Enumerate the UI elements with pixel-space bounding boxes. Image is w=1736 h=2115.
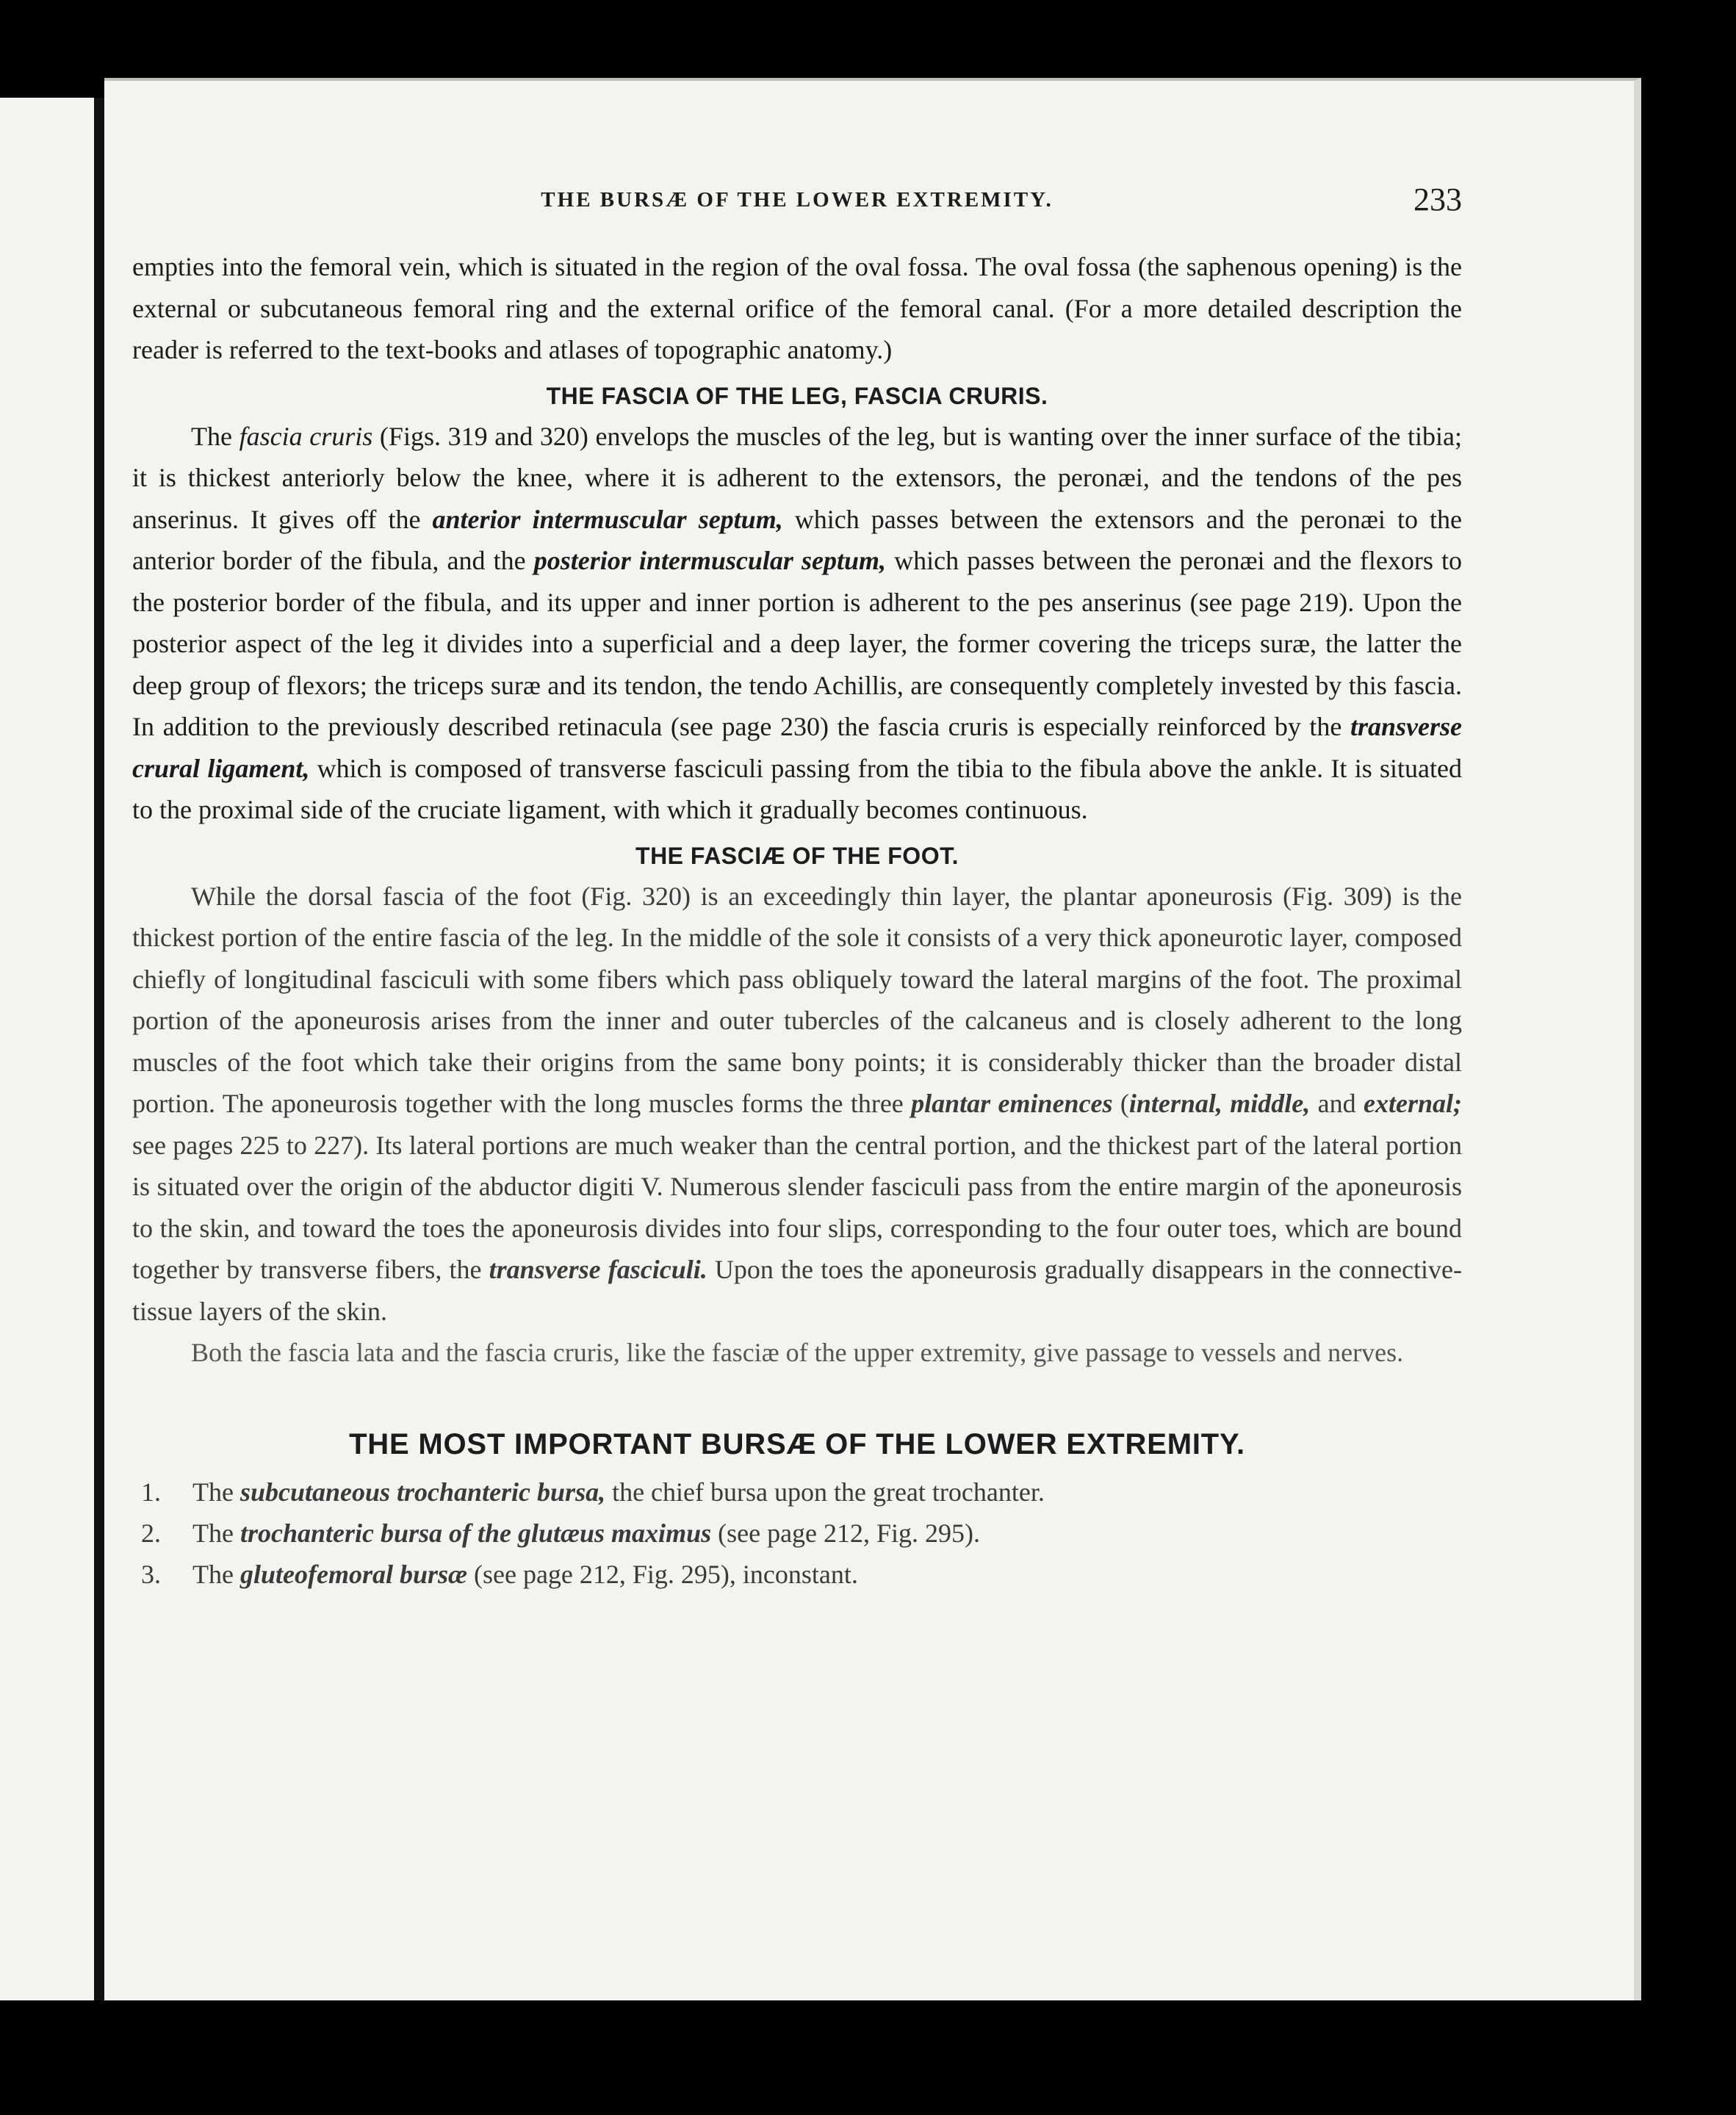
text-run: The [192,1477,240,1507]
text-run: The [191,421,239,451]
intro-paragraph: empties into the femoral vein, which is situated in the region of the oval fossa. The oval fossa (the saphenous opening) is the external or subcutaneous femoral ring and the external orifice of the femoral canal. (For a more detailed description the reader is referred to the text-books and atlases of topographic anatomy.) [132,252,1462,364]
text-run: (see page 212, Fig. 295). [711,1518,981,1548]
text-run: ( [1112,1089,1129,1118]
foot-paragraph-2: Both the fascia lata and the fascia cruris, like the fasciæ of the upper extremity, give passage to vessels and nerves. [191,1338,1404,1367]
page-body [132,246,1462,1595]
term-bursa: gluteofemoral bursæ [239,1559,467,1589]
text-run: While the dorsal fascia of the foot (Fig. 320) is an exceedingly thin layer, the plantar aponeurosis (Fig. 309) is the thickest portion of the entire fascia of the leg. In the middle of the sole it consists of a very thick aponeurotic layer, composed chiefly of longitudinal fasciculi with some fibers which pass obliquely toward the lateral margins of the foot. The proximal portion of the aponeurosis arises from the inner and outer tubercles of the calcaneus and is closely adherent to the long muscles of the foot which take their origins from the same bony points; it is considerably thicker than the broader distal portion. The aponeurosis together with the long muscles forms the three [132,881,1462,1118]
text-run: (Figs. 319 and 320) envelops the muscles of the leg, but is wanting over the inner surface of the tibia; it is thickest anteriorly below the knee, where it is adherent to the extensors, the peronæi, and the tendons of the pes anserinus. It gives off the [132,421,1462,534]
term-external: external; [1364,1089,1462,1118]
text-run: which is composed of transverse fasciculi passing from the tibia to the fibula above the ankle. It is situated to the proximal side of the cruciate ligament, with which it gradually becomes continuous. [132,753,1463,824]
text-run: which passes between the peronæi and the flexors to the posterior border of the fibula, and its upper and inner portion is adherent to the pes anserinus (see page 219). Upon the posterior aspect of the leg it divides into a superficial and a deep layer, the former covering the triceps suræ, the latter the deep group of flexors; the triceps suræ and its tendon, the tendo Achillis, are consequently completely invested by this fascia. In addition to the previously described retinacula (see page 230) the fascia cruris is especially reinforced by the [132,546,1462,741]
leg-paragraph [132,416,1462,831]
running-header [132,181,1462,247]
section-heading-foot: THE FASCIÆ OF THE FOOT. [635,842,959,869]
bursae-list [132,1471,1462,1595]
running-title: THE BURSÆ OF THE LOWER EXTREMITY. [541,188,1054,212]
text-run: Upon the toes the aponeurosis gradually disappears in the connective-tissue layers of the skin. [132,1255,1462,1326]
text-run: see pages 225 to 227). Its lateral portions are much weaker than the central portion, and the thickest part of the lateral portion is situated over the origin of the abductor digiti V. Numerous slender fasciculi pass from the entire margin of the aponeurosis to the skin, and toward the toes the aponeurosis divides into four slips, corresponding to the four outer toes, which are bound together by transverse fibers, the [132,1130,1462,1284]
term-transverse-crural-ligament: transverse crural ligament, [132,712,1462,783]
term-posterior-septum: posterior intermuscular septum, [533,546,887,575]
term-anterior-septum: anterior intermuscular septum, [432,504,783,534]
page-gutter-shadow [94,98,104,2000]
text-run: (see page 212, Fig. 295), inconstant. [467,1559,858,1589]
list-item [132,1554,1462,1595]
text-run: The [192,1559,240,1589]
list-item-number: 3. [141,1559,161,1589]
term-eminence-names: internal, middle, [1128,1089,1311,1118]
term-bursa: trochanteric bursa of the glutæus maximus [239,1518,712,1548]
list-item [132,1513,1462,1554]
section-heading-leg: THE FASCIA OF THE LEG, FASCIA CRURIS. [546,382,1048,409]
list-item-number: 2. [141,1518,161,1548]
section-heading-bursae: THE MOST IMPORTANT BURSÆ OF THE LOWER EXTREMITY. [349,1427,1245,1460]
term-fascia-cruris: fascia cruris [239,421,373,451]
list-item-number: 1. [141,1477,161,1507]
term-transverse-fasciculi: transverse fasciculi. [489,1255,707,1284]
foot-paragraph [132,876,1462,1333]
term-bursa: subcutaneous trochanteric bursa, [239,1477,606,1507]
page-number: 233 [1413,181,1462,217]
text-run: and [1310,1089,1364,1118]
text-run: which passes between the extensors and the peronæi to the anterior border of the fibula, and the [132,504,1462,575]
text-run: the chief bursa upon the great trochanter. [605,1477,1045,1507]
facing-page-edge [0,98,94,2000]
term-plantar-eminences: plantar eminences [911,1089,1113,1118]
text-run: The [192,1518,240,1548]
list-item [132,1471,1462,1513]
